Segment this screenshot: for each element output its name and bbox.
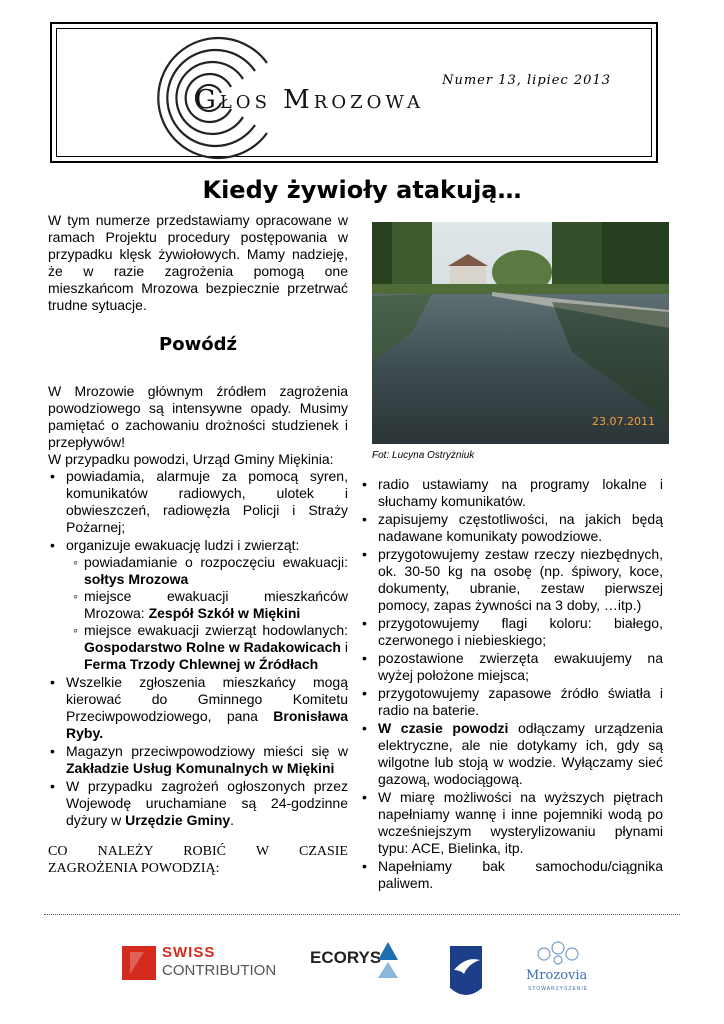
- section-heading-flood: Powódź: [159, 334, 237, 355]
- sub-list-bold: Zespół Szkół w Miękini: [148, 605, 301, 621]
- list-item-text: W miarę możliwości na wyższych piętrach napełniamy wannę i inne pojemniki wodą po wcześniejszym wysterylizowaniu płynami typu: ACE, Bielinka, itp.: [378, 789, 663, 856]
- list-item: [360, 650, 663, 684]
- sub-list-text: powiadamianie o rozpoczęciu ewakuacji:: [84, 554, 348, 570]
- list-item: [48, 743, 348, 777]
- what-to-do-heading-line2: ZAGROŻENIA POWODZIĄ:: [48, 861, 220, 876]
- municipality-list: [48, 468, 348, 829]
- swiss-logo-line2: CONTRIBUTION: [162, 962, 277, 979]
- list-item-bold: W czasie powodzi: [378, 720, 509, 736]
- list-item-bold: Bronisława Ryby.: [66, 708, 348, 741]
- list-item-text: Napełniamy bak samochodu/ciągnika paliwem.: [378, 858, 663, 891]
- what-to-do-list: [360, 476, 663, 892]
- sub-list-item: [76, 588, 348, 622]
- swiss-flag-icon: [122, 946, 156, 980]
- list-item-text: zapisujemy częstotliwości, na jakich będą nadawane komunikaty powodziowe.: [378, 511, 663, 544]
- what-to-do-heading-line1: CO NALEŻY ROBIĆ W CZASIE: [48, 844, 348, 859]
- footer-divider: [44, 914, 680, 915]
- list-item-text: Magazyn przeciwpowodziowy mieści się w: [66, 743, 348, 759]
- left-column: [48, 212, 348, 877]
- list-item-text: W przypadku zagrożeń ogłoszonych przez Wojewodę uruchamiane są 24-godzinne dyżury w: [66, 778, 348, 828]
- sub-list-text: miejsce ewakuacji mieszkańców Mrozowa:: [84, 588, 348, 621]
- flood-photo: [372, 222, 669, 444]
- masthead-inner-border: [56, 28, 652, 157]
- list-item: [360, 615, 663, 649]
- municipality-emblem: [446, 944, 486, 1002]
- masthead-title: Głos Mrozowa: [195, 85, 424, 115]
- list-item: [48, 674, 348, 742]
- list-item: [360, 789, 663, 857]
- list-item: [360, 546, 663, 614]
- photo-date-stamp: 23.07.2011: [592, 415, 655, 428]
- mrozovia-logo-text: Mrozovia: [526, 968, 588, 983]
- mrozovia-logo: [520, 940, 600, 1002]
- swiss-contribution-logo: [122, 942, 282, 982]
- page-headline: Kiedy żywioły atakują…: [202, 176, 522, 204]
- sub-list-bold: Gospodarstwo Rolne w Radakowicach: [84, 639, 341, 655]
- flood-paragraph: W Mrozowie głównym źródłem zagrożenia powodziowego są intensywne opady. Musimy pamiętać o zachowaniu drożności studzienek i przepływów!: [48, 383, 348, 450]
- list-item-text: organizuje ewakuację ludzi i zwierząt:: [66, 537, 300, 553]
- list-item-text: odłączamy urządzenia elektryczne, ale nie dotykamy ich, gdy są wilgotne lub stoją w wodzie. Wyłączamy sieć gazową, wodociągową.: [378, 720, 664, 787]
- list-item-text: powiadamia, alarmuje za pomocą syren, komunikatów radiowych, ulotek i obwieszczeń, radiowęzła Policji i Straży Pożarnej;: [66, 468, 348, 535]
- list-item-text: przygotowujemy flagi koloru: białego, czerwonego i niebieskiego;: [378, 615, 663, 648]
- ecorys-logo-text: ECORYS: [310, 948, 382, 967]
- sub-list-text: miejsce ewakuacji zwierząt hodowlanych:: [84, 622, 348, 638]
- list-item: [360, 720, 663, 788]
- masthead: [50, 22, 658, 163]
- evacuation-sublist: [66, 554, 348, 673]
- list-item-bold: Urzędzie Gminy: [125, 812, 231, 828]
- list-item-text: .: [230, 812, 235, 828]
- list-item: [48, 778, 348, 829]
- swiss-logo-line1: SWISS: [162, 944, 216, 961]
- municipality-intro: W przypadku powodzi, Urząd Gminy Miękinia:: [48, 451, 334, 467]
- list-item-text: przygotowujemy zestaw rzeczy niezbędnych, ok. 30-50 kg na osobę (np. śpiwory, koce, dokumenty, ubranie, zestaw pierwszej pomocy, zapas żywności na 3 doby, …itp.): [378, 546, 663, 613]
- list-item: [360, 476, 663, 510]
- mrozovia-logo-subtext: STOWARZYSZENIE: [528, 986, 589, 992]
- list-item-text: przygotowujemy zapasowe źródło światła i radio na baterie.: [378, 685, 663, 718]
- sub-list-bold: Ferma Trzody Chlewnej w Źródłach: [84, 656, 319, 672]
- list-item-text: radio ustawiamy na programy lokalne i słuchamy komunikatów.: [378, 476, 663, 509]
- ecorys-sail-icon: [376, 940, 400, 980]
- snowflake-cluster-icon: [534, 940, 584, 966]
- list-item: [360, 511, 663, 545]
- list-item: [48, 537, 348, 673]
- list-item-text: Wszelkie zgłoszenia mieszkańcy mogą kierować do Gminnego Komitetu Przeciwpowodziowego, pana: [66, 674, 348, 724]
- list-item-text: pozostawione zwierzęta ewakuujemy na wyżej położone miejsca;: [378, 650, 663, 683]
- sub-list-text: i: [340, 639, 349, 655]
- flood-photo-image: [372, 222, 669, 444]
- sub-list-bold: sołtys Mrozowa: [84, 571, 189, 587]
- list-item: [48, 468, 348, 536]
- intro-paragraph: W tym numerze przedstawiamy opracowane w ramach Projektu procedury postępowania w przypadku klęsk żywiołowych. Mamy nadzieję, że w razie zagrożenia pomogą one mieszkańcom Mrozowa bezpiecznie przetrwać trudne sytuacje.: [48, 212, 348, 313]
- ecorys-logo: [310, 940, 400, 982]
- sub-list-item: [76, 622, 348, 673]
- list-item: [360, 858, 663, 892]
- bird-emblem-icon: [446, 944, 486, 1002]
- right-column: [360, 476, 663, 893]
- issue-number: Numer 13, lipiec 2013: [442, 73, 611, 88]
- photo-caption: Fot: Lucyna Ostryżniuk: [372, 450, 475, 461]
- list-item-bold: Zakładzie Usług Komunalnych w Miękini: [66, 760, 335, 776]
- sub-list-item: [76, 554, 348, 588]
- list-item: [360, 685, 663, 719]
